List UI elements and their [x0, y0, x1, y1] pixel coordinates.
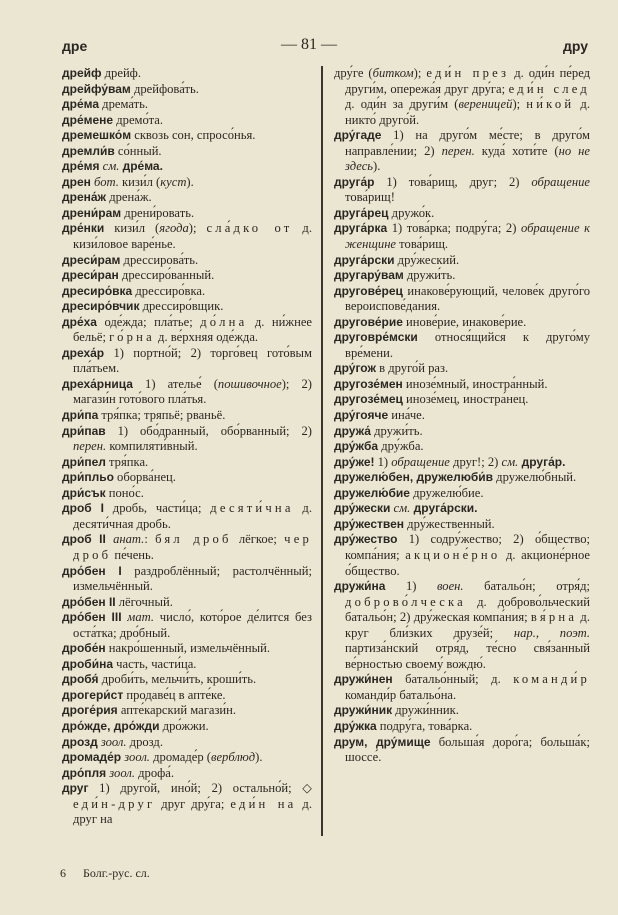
headword: дружи́ник	[334, 703, 393, 718]
headword: дру́жески	[334, 501, 391, 516]
label-italic: перен.	[73, 439, 107, 454]
headword: дру́же!	[334, 454, 375, 469]
dictionary-entry	[334, 408, 590, 424]
definition-text: дрейф.	[101, 66, 141, 80]
definition-text: накро́шенный, измельчённый.	[105, 641, 270, 656]
dictionary-entry	[62, 486, 312, 502]
definition-text: со́нный.	[114, 143, 162, 158]
dictionary-entry	[62, 408, 312, 424]
label-italic: нар., поэт.	[513, 625, 591, 640]
definition-text: раздроблённый; растолчённый; измельчённый.	[73, 563, 312, 594]
dictionary-entry	[62, 532, 312, 563]
dictionary-entry	[62, 284, 312, 300]
signature-mark: 6	[60, 866, 66, 880]
definition-text: апте́карский магази́н.	[117, 703, 237, 718]
headword: дру́жество	[334, 532, 398, 547]
label-italic: обращение	[531, 174, 590, 189]
headword: друг	[62, 781, 89, 796]
definition-text: ); 2) магази́н гото́вого пла́тья.	[73, 376, 312, 407]
headword: дре́мене	[62, 112, 114, 127]
definition-text: кизи́л (	[104, 221, 160, 236]
definition-text: това́рищ!	[345, 190, 395, 205]
definition-text: дрейфова́ть.	[130, 81, 199, 96]
headword: дру́гояче	[334, 408, 389, 423]
dictionary-entry	[334, 532, 590, 579]
example-phrase: ни́кой	[526, 97, 575, 112]
dictionary-entry	[62, 657, 312, 673]
dictionary-entry	[334, 470, 590, 486]
definition-text: тря́пка; тряпьё; рваньё.	[98, 408, 226, 423]
example-phrase: сла́дко от	[206, 221, 293, 236]
label-italic: см.	[501, 454, 519, 469]
definition-text: дружо́к.	[388, 205, 435, 220]
definition-text: ).	[373, 159, 381, 174]
headword: друга́рка	[334, 221, 388, 236]
definition-text: дрессиро́вщик.	[139, 299, 224, 314]
headword: дрена́ж	[62, 190, 107, 205]
headword: дро́бен III	[62, 610, 122, 625]
dictionary-entry	[62, 175, 312, 191]
dictionary-entry	[62, 688, 312, 704]
definition-text: дромаде́р (	[149, 750, 211, 765]
dictionary-entry	[334, 268, 590, 284]
headword: дроге́рия	[62, 703, 118, 718]
headword: дро́бен II	[62, 594, 116, 609]
headword: дро́жде, дро́жди	[62, 718, 160, 733]
definition-text: инозе́мец, иностра́нец.	[402, 392, 529, 407]
label-italic: см.	[99, 159, 123, 174]
dictionary-entry	[62, 750, 312, 766]
label-italic: битком	[372, 66, 414, 80]
headword: дресиро́вка	[62, 283, 133, 298]
label-italic: ягода	[159, 221, 189, 236]
definition-text: друг дру́га;	[155, 796, 231, 811]
definition-text: ина́че.	[388, 408, 425, 423]
definition-text: лёгкое;	[231, 532, 285, 547]
dictionary-entry	[62, 501, 312, 532]
left-column	[62, 66, 312, 828]
headword: дремли́в	[62, 143, 115, 158]
label-italic: верблюд	[211, 750, 256, 765]
label-italic: зоол.	[106, 765, 135, 780]
definition-text: продаве́ц в апте́ке.	[123, 687, 226, 702]
definition-text: д. друг на	[73, 796, 312, 827]
right-column	[334, 66, 590, 766]
definition-text: 1)	[385, 579, 437, 594]
dictionary-entry	[334, 672, 590, 703]
dictionary-entry	[62, 564, 312, 595]
definition-text: дробь, части́ца;	[104, 501, 211, 516]
example-phrase: чер дроб	[73, 532, 312, 562]
definition-text: друг!; 2)	[449, 454, 502, 469]
headword: дре́ма.	[122, 159, 163, 174]
dictionary-entry	[334, 330, 590, 361]
dictionary-entry	[62, 299, 312, 315]
dictionary-entry	[334, 361, 590, 377]
headword: дружелю́бие	[334, 485, 410, 500]
headword: дреси́рам	[62, 252, 121, 267]
dictionary-entry	[334, 392, 590, 408]
headword: дреха́р	[62, 345, 105, 360]
dictionary-entry	[62, 144, 312, 160]
headword: друга́рец	[334, 205, 389, 220]
dictionary-entry	[62, 82, 312, 98]
definition-text: инакове́рующий, челове́к друго́го вероиспове́дания.	[345, 283, 590, 314]
definition-text: дрени́ровать.	[121, 205, 195, 220]
dictionary-entry	[62, 672, 312, 688]
right-guide-word: дру	[562, 38, 588, 54]
definition-text: ).	[255, 750, 263, 765]
dictionary-entry	[62, 206, 312, 222]
headword: дри́па	[62, 408, 99, 423]
definition-text: 1) това́рка; подру́га; 2)	[387, 221, 521, 236]
headword: дру́жествен	[334, 516, 405, 531]
definition-text: дроби́ть, мельчи́ть, кроши́ть.	[98, 672, 257, 687]
headword: дрени́рам	[62, 205, 122, 220]
dictionary-entry	[334, 719, 590, 735]
headword: дружи́нен	[334, 672, 393, 687]
headword: дробя́	[62, 672, 99, 687]
definition-text: дружи́нник.	[392, 703, 459, 718]
definition-text: дрозд.	[126, 734, 163, 749]
definition-text: подру́га, това́рка.	[376, 718, 473, 733]
dictionary-entry	[334, 175, 590, 206]
definition-text: сквозь сон, спросо́нья.	[131, 128, 256, 143]
headword: друговре́мски	[334, 330, 418, 345]
definition-text: оборва́нец.	[113, 470, 176, 485]
definition-text: дро́жжи.	[159, 718, 209, 733]
headword: дрейфу́вам	[62, 81, 131, 96]
example-phrase: вя́рна	[530, 610, 578, 625]
dictionary-entry	[334, 206, 590, 222]
example-phrase: команди́р	[513, 672, 590, 687]
example-phrase: еди́н-друг	[73, 796, 156, 811]
definition-text: батальо́н; отря́д;	[463, 579, 590, 594]
headword: дру́жка	[334, 718, 377, 733]
definition-text: дрессиро́ванный.	[118, 268, 215, 283]
headword: друга́рски	[334, 252, 395, 267]
dictionary-entry	[334, 501, 590, 517]
definition-text: 1) портно́й; 2) торго́вец гото́вым пла́тьем.	[73, 345, 312, 376]
dictionary-entry	[62, 66, 312, 82]
example-phrase: еди́н през	[426, 66, 510, 80]
definition-text: д. акционе́рное о́бщество.	[345, 547, 590, 578]
label-italic: обращение к женщине	[345, 221, 590, 252]
definition-text: :	[144, 532, 156, 547]
definition-text: дру́жеский.	[394, 252, 460, 267]
definition-text: д. никто́ друго́й.	[345, 97, 590, 127]
definition-text: );	[188, 221, 207, 236]
definition-text: в друго́й раз.	[375, 361, 449, 376]
definition-text: часть, части́ца.	[113, 656, 197, 671]
label-italic: см.	[390, 501, 411, 516]
headword: друга́рски.	[410, 501, 478, 516]
dictionary-entry	[334, 253, 590, 269]
headword: другозе́мец	[334, 392, 403, 407]
definition-text: 1) обо́дранный, обо́рванный; 2)	[105, 423, 312, 438]
dictionary-entry	[62, 455, 312, 471]
left-guide-word: дре	[62, 38, 88, 54]
label-italic: бот.	[90, 174, 119, 189]
dictionary-entry	[62, 253, 312, 269]
headword: дри́пльо	[62, 470, 114, 485]
headword: дри́пел	[62, 454, 106, 469]
book-short-title: Болг.-рус. сл.	[83, 866, 150, 880]
headword: дру́жба	[334, 439, 379, 454]
definition-text: партиза́нский отря́д, те́сно свя́занный ве́рностью своему́ вождю́.	[345, 641, 590, 671]
definition-text: 1) това́рищ, друг; 2)	[374, 174, 532, 189]
label-italic: но не здесь	[345, 143, 590, 174]
definition-text: лёгочный.	[115, 594, 173, 609]
dictionary-entry	[62, 97, 312, 113]
definition-text: дрена́ж.	[106, 190, 152, 205]
headword: дре́мя	[62, 159, 100, 174]
definition-text: дружи́ть.	[370, 423, 423, 438]
label-italic: обращение	[391, 454, 450, 469]
definition-text: оде́жда; пла́тье;	[96, 314, 201, 329]
label-italic: куст	[160, 174, 187, 189]
definition-text: 1) ателье́ (	[132, 376, 218, 391]
definition-text: ).	[186, 174, 194, 189]
definition-text: дружелю́бие.	[409, 485, 484, 500]
definition-text: 1) на друго́м ме́сте; в друго́м направле́нии; 2)	[345, 128, 590, 158]
example-phrase: еди́н на	[230, 796, 297, 811]
dictionary-entry	[334, 284, 590, 315]
example-phrase: доброво́лческа	[345, 594, 466, 609]
dictionary-entry	[62, 781, 312, 828]
definition-text: инозе́мный, иностра́нный.	[402, 376, 548, 391]
example-phrase: го́рна	[109, 330, 155, 345]
headword: дружи́на	[334, 579, 386, 594]
definition-text: д. ве́рхняя оде́жда.	[154, 330, 259, 345]
definition-text: д. кизи́ловое варе́нье.	[73, 221, 312, 252]
definition-text: д. ни́жнее бельё;	[73, 314, 312, 345]
definition-text: );	[413, 66, 427, 80]
headword: дремешко́м	[62, 128, 132, 143]
headword: дроби́на	[62, 656, 113, 671]
definition-text: това́рищ.	[396, 237, 449, 252]
headword: дру́гож	[334, 361, 376, 376]
headword: дружелю́бен, дружелюби́в	[334, 470, 494, 485]
headword: дри́пав	[62, 423, 106, 438]
example-phrase: до́лна	[200, 314, 248, 329]
definition-text: компиляти́вный.	[106, 439, 198, 454]
headword: друм, дру́мище	[334, 734, 431, 749]
example-phrase: еди́н след	[508, 81, 590, 96]
dictionary-entry	[62, 766, 312, 782]
page-number: — 81 —	[281, 36, 337, 53]
dictionary-entry	[334, 486, 590, 502]
headword: дреха́рница	[62, 376, 133, 391]
dictionary-entry	[334, 579, 590, 672]
dictionary-entry	[334, 455, 590, 471]
label-italic: анат.	[105, 532, 145, 547]
dictionary-entry	[62, 221, 312, 252]
definition-text: 1) друго́й, ино́й; 2) остально́й; ◇	[88, 781, 312, 796]
definition-text: батальо́нный; д.	[392, 672, 514, 687]
dictionary-entry	[62, 377, 312, 408]
definition-text: дру́жба.	[378, 439, 424, 454]
dictionary-entry	[62, 735, 312, 751]
headword: дресиро́вчик	[62, 299, 140, 314]
example-phrase: акционе́рно	[405, 547, 501, 562]
headword: дро́пля	[62, 765, 107, 780]
headword: другару́вам	[334, 268, 404, 283]
definition-text: д. круг бли́зких друзе́й;	[345, 610, 590, 640]
headword: дре́ма	[62, 97, 100, 112]
label-italic: пошивочное	[217, 376, 282, 391]
label-italic: зоол.	[121, 750, 150, 765]
dictionary-entry	[62, 315, 312, 346]
headword: друга́р.	[518, 454, 566, 469]
definition-text: 1) содру́жество; 2) о́бщество; компа́ния;	[345, 532, 590, 562]
dictionary-entry	[62, 113, 312, 129]
dictionary-entry	[334, 221, 590, 252]
definition-text: д. оди́н за други́м (	[345, 97, 459, 112]
definition-text: дру́жественный.	[404, 516, 495, 531]
column-divider	[321, 66, 323, 836]
definition-text: );	[512, 97, 527, 112]
definition-text: д. десяти́чная дробь.	[73, 501, 312, 531]
headword: дру́гаде	[334, 128, 382, 143]
headword: дреси́ран	[62, 268, 119, 283]
definition-text: тря́пка.	[105, 454, 149, 469]
definition-text: кизи́л (	[118, 174, 161, 189]
dictionary-entry	[62, 268, 312, 284]
dictionary-entry	[334, 66, 590, 128]
dictionary-entry	[334, 439, 590, 455]
dictionary-entry	[62, 719, 312, 735]
definition-text: дрема́ть.	[99, 97, 149, 112]
headword: другове́рец	[334, 283, 403, 298]
definition-text: дрессирова́ть.	[120, 252, 199, 267]
definition-text: 1)	[374, 454, 392, 469]
headword: дрейф	[62, 66, 102, 80]
headword: дро́бен I	[62, 563, 122, 578]
definition-text: дру́ге (	[334, 66, 373, 80]
definition-text: пе́чень.	[111, 547, 154, 562]
label-italic: зоол.	[97, 734, 127, 749]
dictionary-entry	[62, 190, 312, 206]
dictionary-entry	[62, 424, 312, 455]
dictionary-entry	[62, 346, 312, 377]
headword: дри́сък	[62, 485, 106, 500]
label-italic: перен.	[441, 143, 475, 158]
label-italic: вереницей	[458, 97, 513, 112]
definition-text: инове́рие, инакове́рие.	[402, 314, 527, 329]
dictionary-entry	[334, 377, 590, 393]
dictionary-entry	[334, 128, 590, 175]
headword: дре́нки	[62, 221, 105, 236]
definition-text: д. доброво́льческий батальо́н; 2) дру́жеская компа́ния;	[345, 594, 590, 625]
definition-text: куда́ хоти́те (	[474, 143, 559, 158]
example-phrase: десяти́чна	[210, 501, 294, 516]
dictionary-entry	[62, 128, 312, 144]
definition-text: относя́щийся к друго́му вре́мени.	[345, 330, 590, 360]
dictionary-entry	[334, 735, 590, 766]
label-italic: мат.	[121, 610, 155, 625]
dictionary-entry	[62, 470, 312, 486]
dictionary-entry	[62, 641, 312, 657]
headword: дрогери́ст	[62, 687, 124, 702]
dictionary-entry	[334, 703, 590, 719]
dictionary-entry	[334, 517, 590, 533]
dictionary-entry	[334, 315, 590, 331]
headword: дрозд	[62, 734, 98, 749]
headword: дре́ха	[62, 314, 97, 329]
headword: дружа́	[334, 423, 371, 438]
definition-text: дремо́та.	[113, 112, 164, 127]
definition-text: поно́с.	[105, 485, 144, 500]
definition-text: дружи́ть.	[403, 268, 456, 283]
dictionary-entry	[334, 424, 590, 440]
definition-text: число́, кото́рое де́лится без оста́тка; дро́бный.	[73, 610, 312, 640]
dictionary-entry	[62, 159, 312, 175]
definition-text: дружелю́бный.	[493, 470, 577, 485]
headword: дромаде́р	[62, 750, 122, 765]
definition-text: дрофа́.	[134, 765, 175, 780]
page-footer	[60, 866, 164, 881]
dictionary-entry	[62, 595, 312, 611]
headword: другове́рие	[334, 314, 403, 329]
headword: дроб II	[62, 532, 106, 547]
dictionary-entry	[62, 703, 312, 719]
headword: дроб I	[62, 501, 104, 516]
definition-text: больша́я доро́га; больша́к; шоссе́.	[345, 734, 590, 765]
label-italic: воен.	[436, 579, 464, 594]
example-phrase: бял дроб	[155, 532, 232, 547]
headword: дрен	[62, 174, 91, 189]
dictionary-entry	[62, 610, 312, 641]
headword: дробе́н	[62, 641, 106, 656]
headword: другозе́мен	[334, 376, 403, 391]
definition-text: дрессиро́вка.	[132, 283, 206, 298]
headword: друга́р	[334, 174, 375, 189]
definition-text: д. оди́н пе́ред други́м, опережа́я друг дру́га;	[345, 66, 591, 96]
definition-text: команди́р батальо́на.	[345, 687, 457, 702]
